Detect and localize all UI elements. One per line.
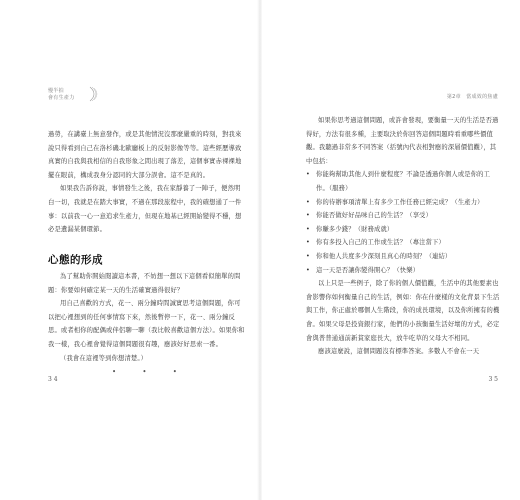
right-body-block — [306, 114, 502, 359]
running-head-left — [48, 88, 75, 102]
list-item: • 你有多投入自己的工作或生活？（專注當下） — [306, 236, 502, 250]
section-break-ornament: • • • — [112, 368, 189, 376]
list-item: • 你的待辦事項清單上有多少工作任務已經完成？（生產力） — [306, 196, 502, 210]
running-head-title: 慢半拍 — [48, 88, 64, 94]
list-item: • 這一天是否讓你變得開心？（快樂） — [306, 264, 502, 278]
running-head-subtitle: 會有生產力 — [48, 95, 75, 101]
paragraph: 以上只是一些例子，除了你的個人價值觀，生活中的其他要素也會影響你如何衡量自己的生活，例如：你在什麼樣的文化背景下生活與工作，你正處於哪個人生階段，你的成長環境，以及你所擁有的機會。如果父母是投資銀行家，他們的小孩衡量生活好壞的方式，必定會與普普通通前新貧家庭長大，放牛吃草的父母大不相同。 — [306, 280, 500, 342]
left-body-block-1 — [48, 128, 246, 237]
paragraph: 如果我告訴你說，事情發生之後，我在家靜養了一陣子，便然明白一切，我就是在踏大事實，不過在那段旅程中，我的確想通了一件事：以前我一心一意追求生產力，但現在地基已經開始變得不穩，想必是遺漏某個環節。 — [48, 185, 242, 234]
page-number-left: 3 4 — [48, 376, 58, 383]
section-heading: 心態的形成 — [48, 254, 103, 266]
list-item: • 你能夠幫助其他人到什麼程度？不論是透過你個人或是你的工作。（服務） — [306, 168, 502, 195]
list-item: • 你賺多少錢？（財務成就） — [306, 223, 502, 237]
paragraph: 如果你思考過這個問題，或許會發現，要衡量一天的生活是否過得好，方法有很多種，主要取決於你回答這個問題時看重哪些價值觀。我聽過非常多不同答案（括號內代表相對應的深層價值觀），其中包括： — [306, 117, 499, 165]
paragraph: 過勞，在講臺上無意發作，或是其他情況沒那麼嚴重的時刻，對我來說只得看到自己在洛杉磯北歐廳板上的反射影像等等。這些經歷導致真實的自我與我相信的自我形象之間出現了落差，這個事實赤裸裸地擺在眼前，構成我身分認同的大部分誤會。這不是真的。 — [48, 131, 242, 179]
paragraph: 應該這麼說，這個問題沒有標準答案。多數人不會在一天 — [318, 348, 480, 356]
running-head-right: 第2章 當成效的焦慮 — [446, 94, 498, 100]
left-body-block-2 — [48, 270, 246, 365]
paragraph: 為了幫助你開始閱讀這本書，不妨想一想以下這個看似簡單的問題：你要如何確定某一天的生活確實過得很好？ — [48, 273, 241, 294]
list-item: • 你和他人共度多少深刻且真心的時刻？（連結） — [306, 250, 502, 264]
left-page — [0, 0, 258, 500]
value-list — [306, 168, 502, 277]
paragraph: 用自己喜歡的方式，花一、兩分鐘時間誠實思考這個問題，你可以把心裡想到的任何事情寫下來，然後暫停一下，花一、兩分鐘反思。或者相你的配偶或伴侶聊一聊（我比較喜歡這個方法）。如果你和我一樣，我心裡會覺得這個問題很有趣，應該好好思索一番。 — [48, 300, 245, 348]
page-number-right: 3 5 — [488, 376, 498, 383]
decorative-arc-icon — [88, 86, 100, 102]
list-item: • 你能否做好好品味自己的生活？（享受） — [306, 209, 502, 223]
paragraph: （我會在這裡等到你想清楚。） — [60, 354, 148, 362]
right-page — [262, 0, 520, 500]
